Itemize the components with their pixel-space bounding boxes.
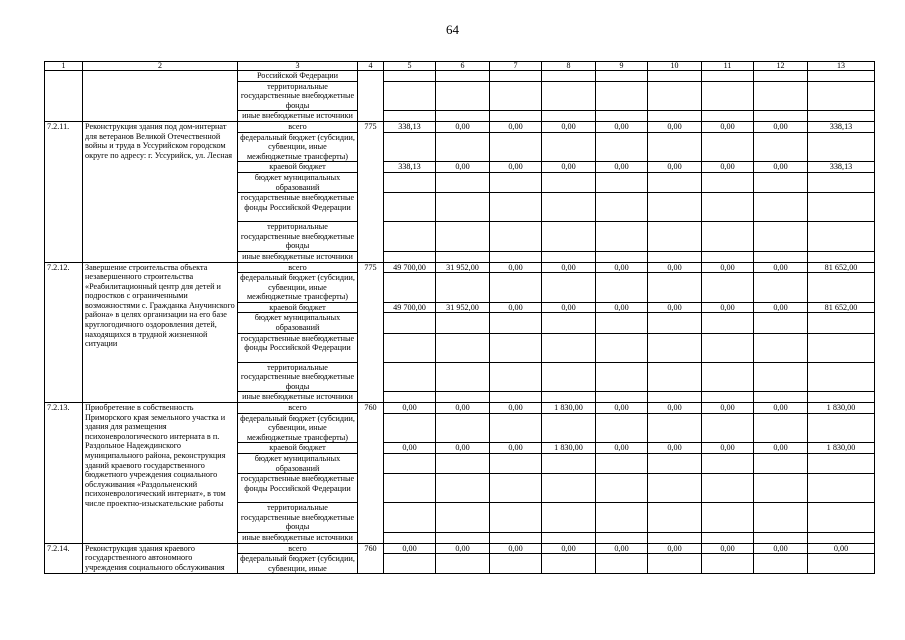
- cell-value: [490, 193, 542, 222]
- column-header: 12: [754, 62, 808, 71]
- cell-value: [384, 392, 436, 403]
- cell-value: [808, 132, 875, 162]
- cell-value: [490, 333, 542, 362]
- cell-value: [754, 362, 808, 392]
- cell-value: [542, 71, 596, 82]
- cell-value: [542, 503, 596, 533]
- cell-value: [754, 503, 808, 533]
- cell-value: 0,00: [754, 262, 808, 273]
- funding-source: федеральный бюджет (субсидии, субвенции, иные межбюджетные трансферты): [238, 273, 358, 303]
- cell-value: [596, 81, 648, 111]
- cell-value: [596, 413, 648, 443]
- cell-value: [436, 251, 490, 262]
- cell-value: [754, 554, 808, 574]
- cell-value: 338,13: [808, 162, 875, 173]
- cell-value: [542, 333, 596, 362]
- cell-value: [384, 454, 436, 474]
- cell-value: [648, 313, 702, 333]
- cell-value: [542, 474, 596, 503]
- table-row: [45, 71, 875, 82]
- cell-value: [596, 313, 648, 333]
- cell-value: [702, 413, 754, 443]
- funding-source: территориальные государственные внебюджетные фонды: [238, 222, 358, 252]
- cell-value: [702, 554, 754, 574]
- cell-value: [384, 251, 436, 262]
- cell-value: [754, 193, 808, 222]
- project-name: Завершение строительства объекта незавершенного строительства «Реабилитационный центр для детей и подростков с ограниченными возможностями с. Гражданка Анучинского района» в целях организации на его базе круглогодичного оздоровления детей, находящихся в трудной жизненной ситуации: [83, 262, 238, 403]
- cell-value: [648, 554, 702, 574]
- cell-value: [648, 251, 702, 262]
- cell-value: [702, 132, 754, 162]
- cell-value: [596, 172, 648, 192]
- cell-value: [542, 251, 596, 262]
- cell-value: 0,00: [596, 302, 648, 313]
- cell-value: [754, 172, 808, 192]
- cell-value: [490, 222, 542, 252]
- funding-source: краевой бюджет: [238, 443, 358, 454]
- cell-value: [490, 251, 542, 262]
- cell-value: [436, 132, 490, 162]
- funding-source: краевой бюджет: [238, 162, 358, 173]
- cell-value: [596, 273, 648, 303]
- cell-value: [648, 172, 702, 192]
- cell-value: [436, 81, 490, 111]
- cell-value: [702, 454, 754, 474]
- cell-value: [808, 362, 875, 392]
- cell-value: [648, 413, 702, 443]
- cell-value: [648, 362, 702, 392]
- cell-value: [702, 251, 754, 262]
- cell-value: [754, 81, 808, 111]
- table-row: [45, 121, 875, 132]
- cell-value: [436, 503, 490, 533]
- project-code: 7.2.13.: [45, 403, 83, 544]
- cell-value: [384, 273, 436, 303]
- cell-value: [754, 474, 808, 503]
- cell-value: [702, 392, 754, 403]
- cell-value: [490, 111, 542, 122]
- column-header: 5: [384, 62, 436, 71]
- cell-value: [436, 71, 490, 82]
- cell-value: [808, 392, 875, 403]
- funding-source: территориальные государственные внебюджетные фонды: [238, 503, 358, 533]
- column-header: 1: [45, 62, 83, 71]
- cell-value: [436, 273, 490, 303]
- cell-value: [596, 111, 648, 122]
- cell-source: территориальные государственные внебюджетные фонды: [238, 81, 358, 111]
- cell-value: 0,00: [648, 443, 702, 454]
- cell-value: 1 830,00: [808, 403, 875, 414]
- cell-value: [542, 111, 596, 122]
- cell-source: Российской Федерации: [238, 71, 358, 82]
- cell-value: [490, 532, 542, 543]
- cell-value: [648, 111, 702, 122]
- cell-value: 0,00: [648, 543, 702, 554]
- column-header: 10: [648, 62, 702, 71]
- project-col4: 775: [358, 262, 384, 403]
- cell-col4: [358, 71, 384, 122]
- cell-value: [808, 313, 875, 333]
- cell-value: [542, 413, 596, 443]
- project-col4: 760: [358, 543, 384, 574]
- cell-value: [648, 532, 702, 543]
- column-header: 9: [596, 62, 648, 71]
- funding-source: всего: [238, 262, 358, 273]
- cell-value: 0,00: [436, 403, 490, 414]
- cell-value: [384, 132, 436, 162]
- cell-value: [754, 392, 808, 403]
- cell-value: 0,00: [596, 543, 648, 554]
- cell-value: [754, 222, 808, 252]
- cell-value: [702, 362, 754, 392]
- cell-code: [45, 71, 83, 122]
- cell-value: [754, 313, 808, 333]
- cell-value: [436, 362, 490, 392]
- cell-value: 0,00: [436, 543, 490, 554]
- cell-value: [384, 532, 436, 543]
- funding-source: федеральный бюджет (субсидии, субвенции, иные межбюджетные трансферты): [238, 413, 358, 443]
- cell-value: 0,00: [596, 262, 648, 273]
- cell-value: [754, 251, 808, 262]
- header-row: [45, 62, 875, 71]
- cell-value: [490, 474, 542, 503]
- cell-value: [490, 554, 542, 574]
- cell-value: [648, 222, 702, 252]
- project-name: Реконструкция здания краевого государственного автономного учреждения социального обслуживания: [83, 543, 238, 574]
- table-row: [45, 403, 875, 414]
- cell-value: [542, 313, 596, 333]
- cell-value: [436, 172, 490, 192]
- cell-value: 0,00: [436, 443, 490, 454]
- cell-value: [808, 222, 875, 252]
- cell-value: [754, 454, 808, 474]
- cell-value: [384, 554, 436, 574]
- cell-value: 0,00: [702, 162, 754, 173]
- funding-source: федеральный бюджет (субсидии, субвенции, иные: [238, 554, 358, 574]
- cell-value: 0,00: [648, 403, 702, 414]
- column-header: 7: [490, 62, 542, 71]
- cell-value: [490, 454, 542, 474]
- cell-value: 0,00: [702, 121, 754, 132]
- cell-value: 0,00: [702, 302, 754, 313]
- cell-name: [83, 71, 238, 122]
- funding-source: бюджет муниципальных образований: [238, 313, 358, 333]
- cell-value: [384, 413, 436, 443]
- cell-source: иные внебюджетные источники: [238, 111, 358, 122]
- cell-value: 0,00: [754, 162, 808, 173]
- cell-value: 0,00: [542, 162, 596, 173]
- cell-value: [490, 413, 542, 443]
- cell-value: [808, 474, 875, 503]
- cell-value: 0,00: [490, 543, 542, 554]
- cell-value: [808, 81, 875, 111]
- cell-value: [596, 503, 648, 533]
- cell-value: [808, 333, 875, 362]
- cell-value: 0,00: [702, 262, 754, 273]
- cell-value: [596, 454, 648, 474]
- cell-value: 0,00: [542, 302, 596, 313]
- cell-value: 1 830,00: [808, 443, 875, 454]
- cell-value: 0,00: [596, 443, 648, 454]
- cell-value: [384, 474, 436, 503]
- cell-value: [596, 132, 648, 162]
- cell-value: 0,00: [596, 121, 648, 132]
- cell-value: 0,00: [648, 262, 702, 273]
- cell-value: [648, 454, 702, 474]
- cell-value: [648, 71, 702, 82]
- table-body: [45, 71, 875, 574]
- cell-value: [436, 111, 490, 122]
- cell-value: 81 652,00: [808, 262, 875, 273]
- project-code: 7.2.14.: [45, 543, 83, 574]
- cell-value: 0,00: [648, 162, 702, 173]
- cell-value: [384, 362, 436, 392]
- cell-value: [754, 132, 808, 162]
- cell-value: [648, 333, 702, 362]
- cell-value: 81 652,00: [808, 302, 875, 313]
- cell-value: 0,00: [754, 403, 808, 414]
- cell-value: [596, 392, 648, 403]
- cell-value: [436, 193, 490, 222]
- cell-value: [490, 503, 542, 533]
- cell-value: [754, 532, 808, 543]
- column-header: 8: [542, 62, 596, 71]
- cell-value: [490, 132, 542, 162]
- cell-value: [490, 392, 542, 403]
- funding-source: бюджет муниципальных образований: [238, 172, 358, 192]
- column-header: 11: [702, 62, 754, 71]
- cell-value: [754, 273, 808, 303]
- funding-source: бюджет муниципальных образований: [238, 454, 358, 474]
- cell-value: 49 700,00: [384, 262, 436, 273]
- cell-value: [436, 333, 490, 362]
- cell-value: [702, 532, 754, 543]
- cell-value: [436, 532, 490, 543]
- project-code: 7.2.11.: [45, 121, 83, 262]
- cell-value: [808, 532, 875, 543]
- cell-value: 49 700,00: [384, 302, 436, 313]
- cell-value: [384, 81, 436, 111]
- cell-value: [490, 71, 542, 82]
- cell-value: [384, 172, 436, 192]
- project-name: Приобретение в собственность Приморского края земельного участка и здания для размещения психоневрологического интерната в п. Раздольное Надеждинского муниципального района, реконструкция зданий краевого государственного бюджетного учреждения социального обслуживания «Раздольненский психоневрологический интернат», в том числе проектно-изыскательские работы: [83, 403, 238, 544]
- cell-value: [490, 273, 542, 303]
- cell-value: 0,00: [436, 121, 490, 132]
- cell-value: [808, 71, 875, 82]
- cell-value: [436, 454, 490, 474]
- cell-value: [542, 193, 596, 222]
- cell-value: [808, 503, 875, 533]
- cell-value: [808, 172, 875, 192]
- cell-value: [436, 554, 490, 574]
- cell-value: [702, 193, 754, 222]
- cell-value: 0,00: [702, 543, 754, 554]
- column-header: 3: [238, 62, 358, 71]
- cell-value: 0,00: [490, 162, 542, 173]
- funding-source: территориальные государственные внебюджетные фонды: [238, 362, 358, 392]
- cell-value: [436, 413, 490, 443]
- cell-value: [808, 454, 875, 474]
- project-col4: 760: [358, 403, 384, 544]
- cell-value: [808, 413, 875, 443]
- cell-value: [596, 222, 648, 252]
- funding-source: иные внебюджетные источники: [238, 532, 358, 543]
- cell-value: [648, 273, 702, 303]
- cell-value: [542, 532, 596, 543]
- cell-value: 0,00: [596, 162, 648, 173]
- cell-value: [808, 193, 875, 222]
- cell-value: 0,00: [436, 162, 490, 173]
- cell-value: [596, 333, 648, 362]
- table-row: [45, 543, 875, 554]
- cell-value: 0,00: [702, 443, 754, 454]
- cell-value: [702, 273, 754, 303]
- cell-value: [702, 172, 754, 192]
- cell-value: 0,00: [384, 403, 436, 414]
- cell-value: 0,00: [754, 443, 808, 454]
- cell-value: [808, 554, 875, 574]
- cell-value: 0,00: [542, 121, 596, 132]
- cell-value: [596, 362, 648, 392]
- cell-value: [542, 392, 596, 403]
- cell-value: 0,00: [542, 262, 596, 273]
- cell-value: 0,00: [754, 302, 808, 313]
- cell-value: 0,00: [648, 121, 702, 132]
- cell-value: [384, 333, 436, 362]
- cell-value: [648, 193, 702, 222]
- cell-value: 0,00: [490, 443, 542, 454]
- cell-value: [754, 71, 808, 82]
- cell-value: [808, 251, 875, 262]
- cell-value: [808, 111, 875, 122]
- cell-value: [808, 273, 875, 303]
- cell-value: [384, 222, 436, 252]
- table-row: [45, 262, 875, 273]
- cell-value: 31 952,00: [436, 262, 490, 273]
- cell-value: [542, 222, 596, 252]
- cell-value: [542, 554, 596, 574]
- cell-value: [542, 454, 596, 474]
- column-header: 6: [436, 62, 490, 71]
- cell-value: [596, 474, 648, 503]
- cell-value: [384, 193, 436, 222]
- cell-value: [648, 474, 702, 503]
- cell-value: [490, 313, 542, 333]
- cell-value: 0,00: [384, 443, 436, 454]
- cell-value: [542, 132, 596, 162]
- cell-value: [542, 362, 596, 392]
- cell-value: 0,00: [490, 121, 542, 132]
- cell-value: [754, 333, 808, 362]
- cell-value: [436, 392, 490, 403]
- funding-source: государственные внебюджетные фонды Российской Федерации: [238, 193, 358, 222]
- cell-value: [542, 81, 596, 111]
- cell-value: [542, 172, 596, 192]
- page-number: 64: [446, 22, 459, 37]
- project-name: Реконструкция здания под дом-интернат для ветеранов Великой Отечественной войны и труда в Уссурийском городском округе по адресу: г. Уссурийск, ул. Лесная: [83, 121, 238, 262]
- cell-value: 0,00: [542, 543, 596, 554]
- project-col4: 775: [358, 121, 384, 262]
- cell-value: [702, 313, 754, 333]
- cell-value: [702, 71, 754, 82]
- cell-value: [596, 251, 648, 262]
- funding-source: иные внебюджетные источники: [238, 251, 358, 262]
- funding-source: всего: [238, 121, 358, 132]
- cell-value: 0,00: [384, 543, 436, 554]
- cell-value: [596, 554, 648, 574]
- cell-value: [702, 222, 754, 252]
- funding-source: государственные внебюджетные фонды Российской Федерации: [238, 333, 358, 362]
- cell-value: [490, 362, 542, 392]
- cell-value: [436, 474, 490, 503]
- cell-value: [542, 273, 596, 303]
- cell-value: [702, 111, 754, 122]
- cell-value: [702, 503, 754, 533]
- funding-source: государственные внебюджетные фонды Российской Федерации: [238, 474, 358, 503]
- cell-value: [648, 132, 702, 162]
- cell-value: [648, 81, 702, 111]
- cell-value: 1 830,00: [542, 443, 596, 454]
- cell-value: 0,00: [490, 302, 542, 313]
- cell-value: [596, 193, 648, 222]
- column-header: 13: [808, 62, 875, 71]
- cell-value: 0,00: [754, 121, 808, 132]
- cell-value: [436, 313, 490, 333]
- cell-value: [384, 111, 436, 122]
- cell-value: [490, 81, 542, 111]
- cell-value: 0,00: [648, 302, 702, 313]
- cell-value: 0,00: [596, 403, 648, 414]
- project-code: 7.2.12.: [45, 262, 83, 403]
- cell-value: 0,00: [808, 543, 875, 554]
- cell-value: 338,13: [384, 162, 436, 173]
- cell-value: 0,00: [702, 403, 754, 414]
- budget-table: [44, 61, 875, 574]
- cell-value: [702, 333, 754, 362]
- cell-value: 338,13: [384, 121, 436, 132]
- funding-source: краевой бюджет: [238, 302, 358, 313]
- funding-source: федеральный бюджет (субсидии, субвенции, иные межбюджетные трансферты): [238, 132, 358, 162]
- funding-source: иные внебюджетные источники: [238, 392, 358, 403]
- cell-value: 0,00: [754, 543, 808, 554]
- cell-value: [648, 392, 702, 403]
- funding-source: всего: [238, 403, 358, 414]
- cell-value: [384, 503, 436, 533]
- cell-value: [384, 71, 436, 82]
- cell-value: 0,00: [490, 262, 542, 273]
- funding-source: всего: [238, 543, 358, 554]
- cell-value: [384, 313, 436, 333]
- cell-value: 31 952,00: [436, 302, 490, 313]
- cell-value: 1 830,00: [542, 403, 596, 414]
- cell-value: [702, 81, 754, 111]
- cell-value: [648, 503, 702, 533]
- cell-value: 0,00: [490, 403, 542, 414]
- cell-value: [490, 172, 542, 192]
- cell-value: [754, 111, 808, 122]
- cell-value: [754, 413, 808, 443]
- column-header: 2: [83, 62, 238, 71]
- cell-value: [596, 71, 648, 82]
- cell-value: [702, 474, 754, 503]
- cell-value: [596, 532, 648, 543]
- cell-value: 338,13: [808, 121, 875, 132]
- cell-value: [436, 222, 490, 252]
- column-header: 4: [358, 62, 384, 71]
